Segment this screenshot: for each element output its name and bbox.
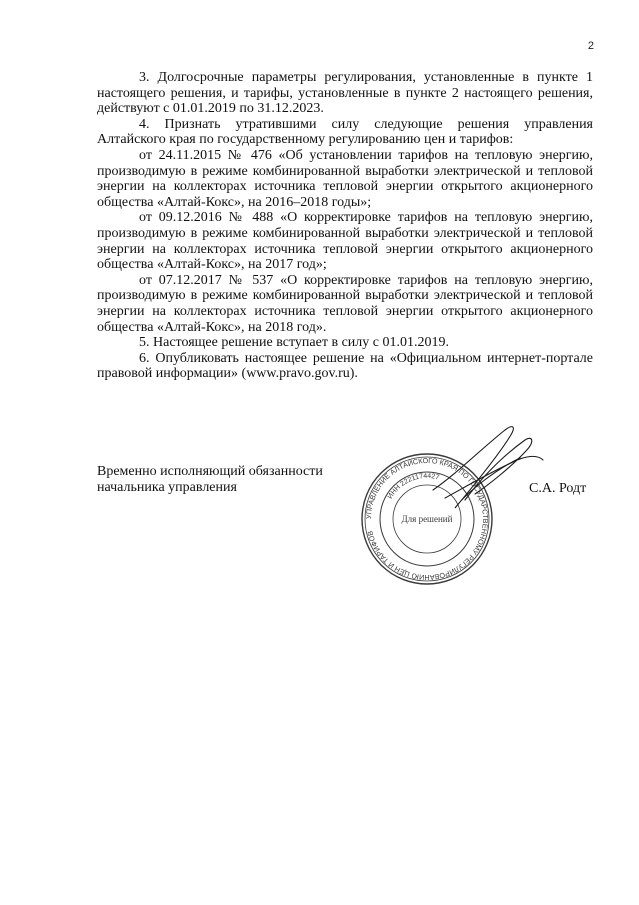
paragraph-3: 3. Долгосрочные параметры регулирования, установленные в пункте 1 настоящего решения, и тарифы, установленные в пункте 2 настоящего решения, действуют с 01.01.2019 по 31.12.2023. (97, 70, 593, 117)
paragraph-6: 6. Опубликовать настоящее решение на «Официальном интернет-портале правовой информации» (www.pravo.gov.ru). (97, 350, 593, 382)
seal-inner-text: ИНН 2221174427 (386, 472, 440, 501)
page-number: 2 (587, 40, 594, 52)
paragraph-4: 4. Признать утратившими силу следующие решения управления Алтайского края по государственному регулированию цен и тарифов: (97, 116, 593, 148)
paragraph-4-item-3: от 07.12.2017 № 537 «О корректировке тарифов на тепловую энергию, производимую в режиме комбинированной выработки электрической и тепловой энергии на коллекторах источника тепловой энергии открытого акционерного общества «Алтай-Кокс», на 2018 год». (97, 272, 593, 335)
seal-center-text: Для решений (401, 514, 453, 524)
handwritten-signature (425, 420, 545, 520)
document-body (97, 70, 593, 382)
signatory-title-line-1: Временно исполняющий обязанности (97, 464, 323, 479)
signer-name: С.А. Родт (529, 481, 587, 496)
paragraph-5: 5. Настоящее решение вступает в силу с 01.01.2019. (139, 335, 449, 351)
signatory-title (97, 464, 397, 496)
seal-outer-text: УПРАВЛЕНИЕ АЛТАЙСКОГО КРАЯ ПО ГОСУДАРСТВЕННОМУ РЕГУЛИРОВАНИЮ ЦЕН И ТАРИФОВ (363, 455, 491, 583)
signatory-title-line-2: начальника управления (97, 480, 237, 495)
paragraph-4-item-2: от 09.12.2016 № 488 «О корректировке тарифов на тепловую энергию, производимую в режиме комбинированной выработки электрической и тепловой энергии на коллекторах источника тепловой энергии открытого акционерного общества «Алтай-Кокс», на 2017 год»; (97, 210, 593, 273)
paragraph-4-item-1: от 24.11.2015 № 476 «Об установлении тарифов на тепловую энергию, производимую в режиме комбинированной выработки электрической и тепловой энергии на коллекторах источника тепловой энергии открытого акционерного общества «Алтай-Кокс», на 2016–2018 годы»; (97, 147, 593, 210)
